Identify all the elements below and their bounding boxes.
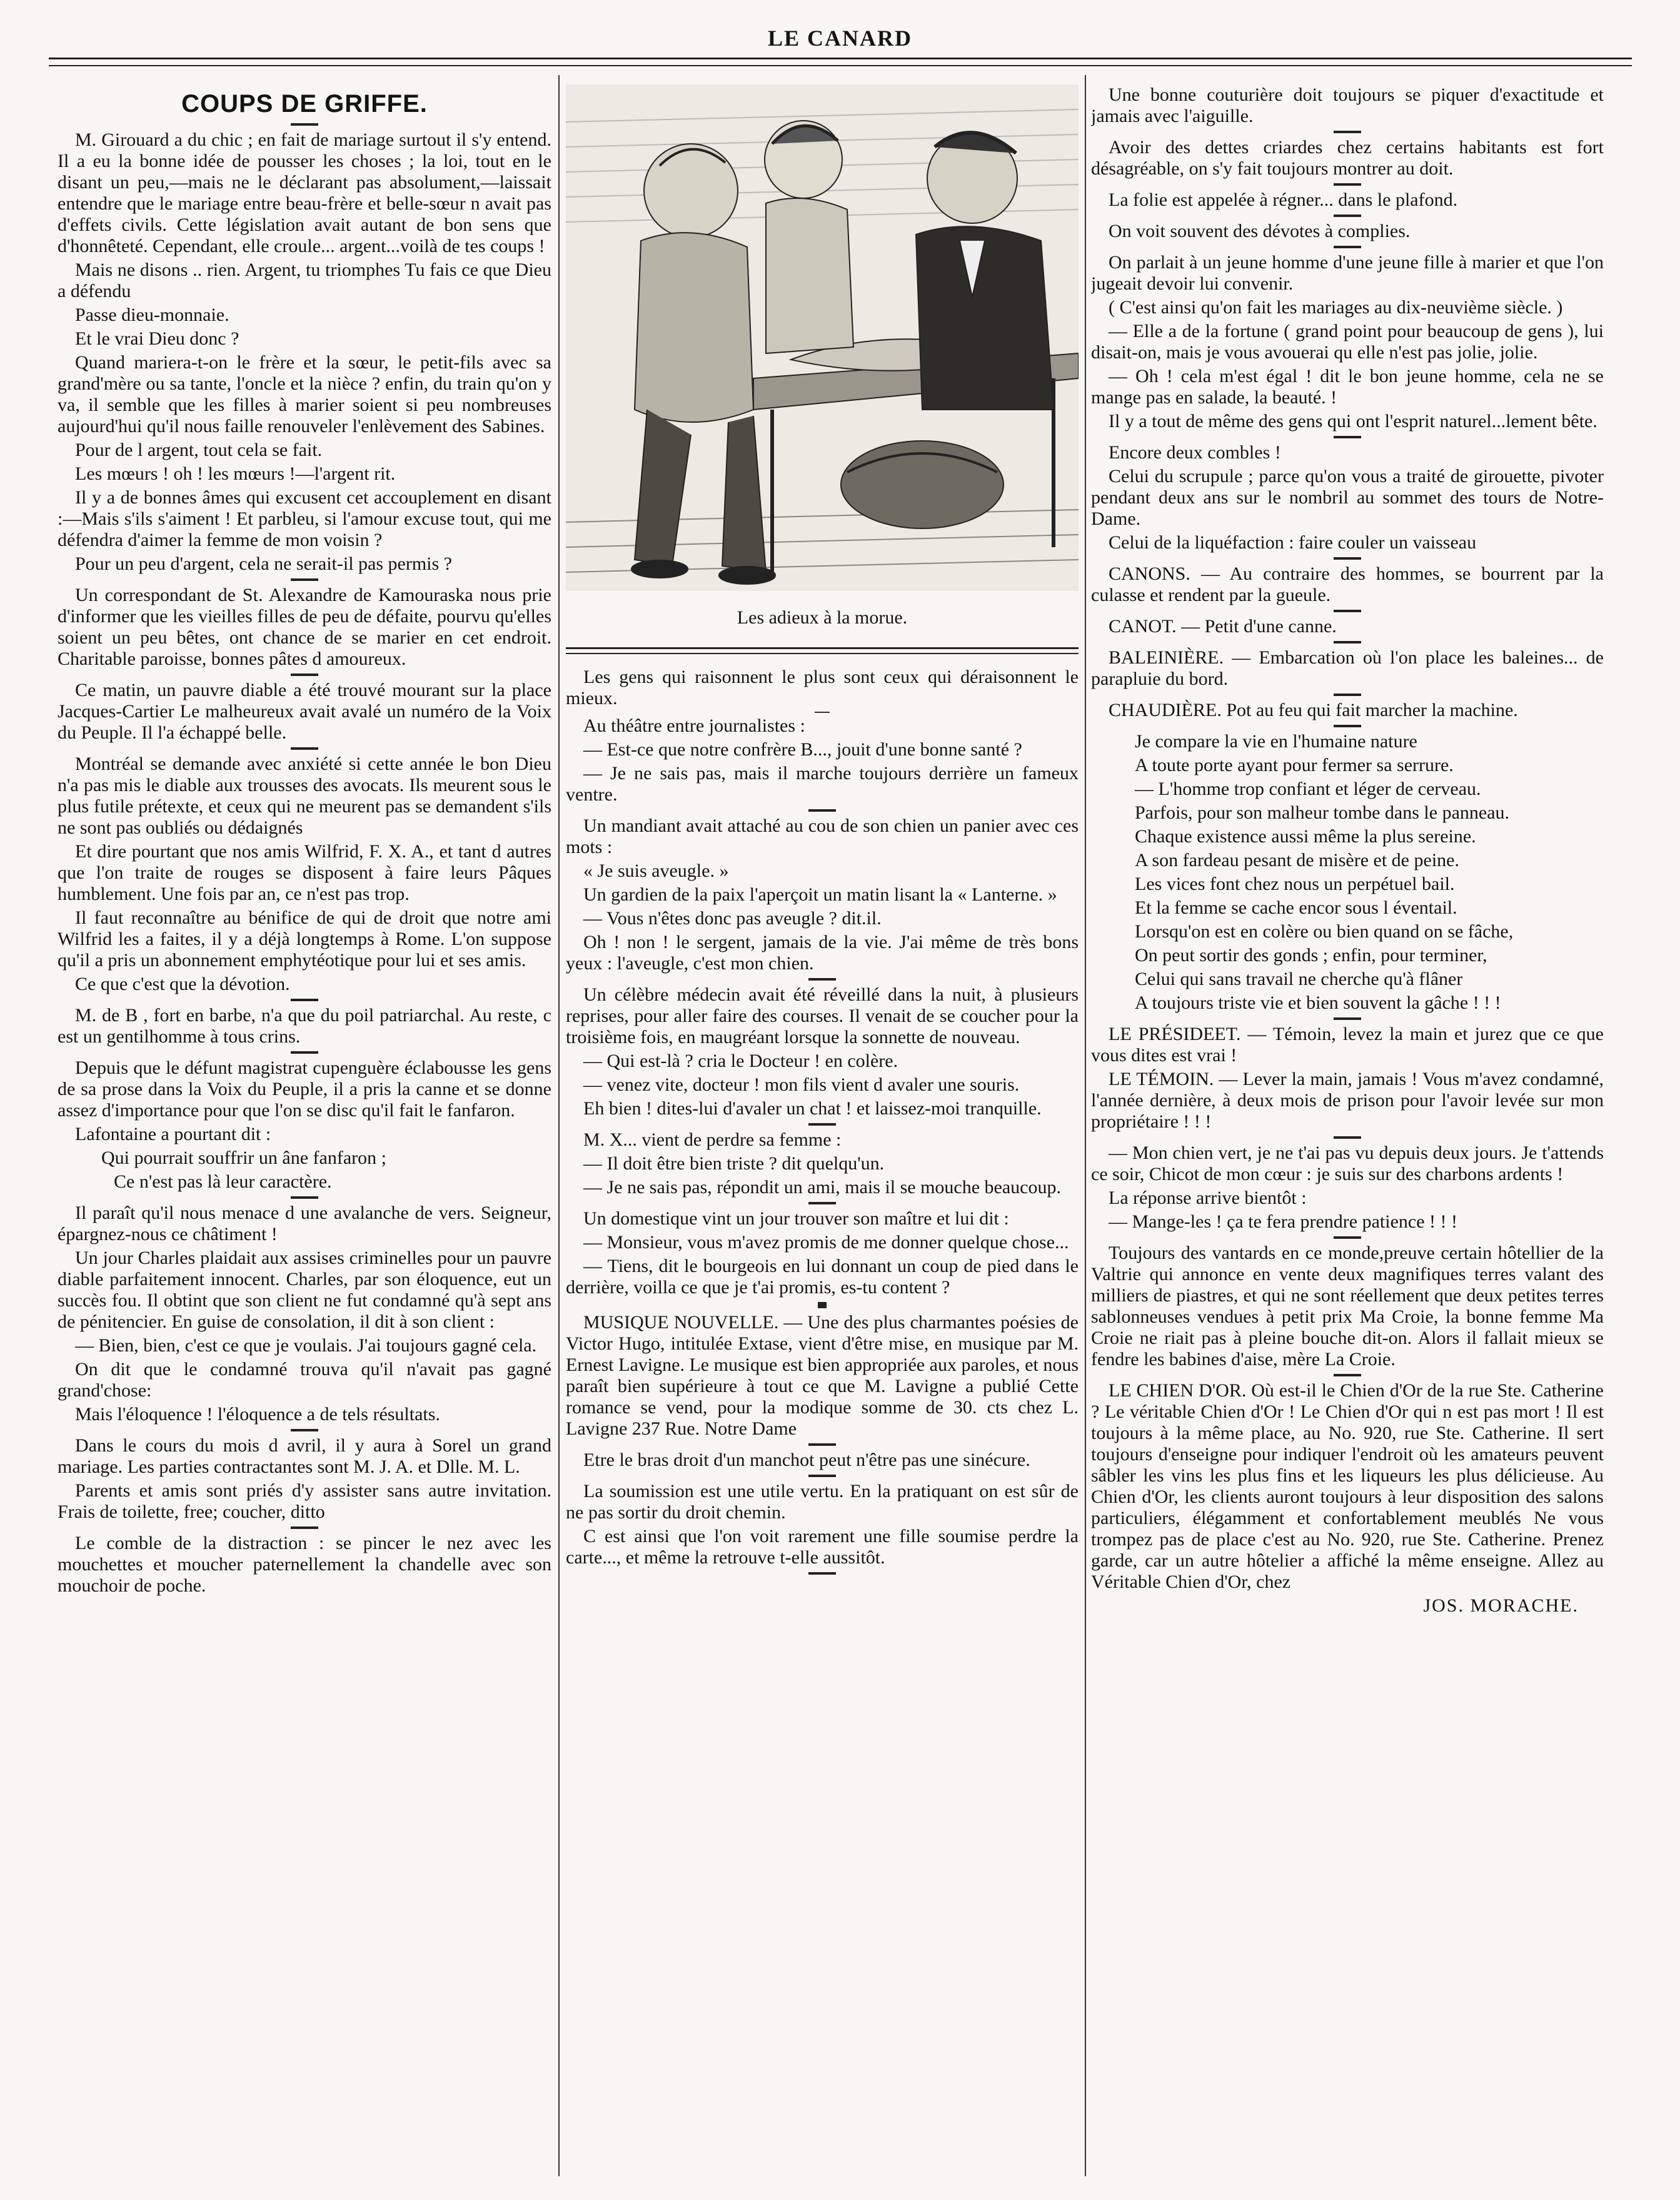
paragraph: Mais l'éloquence ! l'éloquence a de tels résultats. (75, 1404, 440, 1425)
paragraph: Il y a de bonnes âmes qui excusent cet accouplement en disant :—Mais s'ils s'aiment ! Et parbleu, si l'amour excuse tout, qui me défendra d'aimer la femme de mon voisin ? (58, 487, 551, 550)
verse-line: Lorsqu'on est en colère ou bien quand on se fâche, (1135, 921, 1514, 942)
paragraph: Celui de la liquéfaction : faire couler un vaisseau (1109, 532, 1477, 553)
paragraph: Ce que c'est que la dévotion. (75, 974, 290, 994)
paragraph: M. X... vient de perdre sa femme : (583, 1129, 842, 1150)
paragraph: On dit que le condamné trouva qu'il n'avait pas gagné grand'chose: (58, 1359, 551, 1401)
paragraph: Un jour Charles plaidait aux assises criminelles pour un pauvre diable parfaitement innocent. Charles, par son éloquence, eut un succès fou. Il obtint que son client ne fut condamné qu'à sept ans de pénitencier. En guise de consolation, il dit à son client : (58, 1248, 551, 1332)
separator (1334, 436, 1361, 438)
separator (291, 1051, 318, 1054)
paragraph: — Est-ce que notre confrère B..., jouit d'une bonne santé ? (583, 739, 1022, 760)
paragraph: MUSIQUE NOUVELLE. — Une des plus charmantes poésies de Victor Hugo, intitulée Extase, vient d'être mise, en musique par M. Ernest Lavigne. Le musique est bien appropriée aux paroles, et nous paraît bien supérieure à tout ce que M. Lavigne a publié Cette romance se vend, pour la modique somme de 30. cts chez L. Lavigne 237 Rue. Notre Dame (566, 1312, 1079, 1439)
separator (1334, 1017, 1361, 1020)
paragraph: Toujours des vantards en ce monde,preuve certain hôtellier de la Valtrie qui annonce en vente deux magnifiques terres valant des milliers de piastres, et qui ne sont réellement que deux petites terres sablonneuses vendues à petit prix Ma Croie, la bonne femme Ma Croie ne riait pas à pleine bouche dit-on. Alors il fallait mieux se fendre les babines d'aise, mère La Croie. (1091, 1243, 1604, 1370)
column-2 (566, 84, 1079, 2173)
separator (1334, 1236, 1361, 1239)
column-divider-2 (1085, 75, 1086, 2176)
paragraph: — venez vite, docteur ! mon fils vient d avaler une souris. (583, 1074, 1020, 1095)
paragraph: Montréal se demande avec anxiété si cette année le bon Dieu n'a pas mis le diable aux trousses des avocats. Ils meurent sous le plus futile prétexte, et ceux qui ne meurent pas se demandent s'ils ne sont pas oubliés ou dédaignés (58, 754, 551, 838)
paragraph: La soumission est une utile vertu. En la pratiquant on est sûr de ne pas sortir du droit chemin. (566, 1481, 1079, 1523)
verse-line: A toute porte ayant pour fermer sa serrure. (1135, 755, 1454, 775)
paragraph: M. Girouard a du chic ; en fait de mariage surtout il s'y entend. Il a eu la bonne idée de pousser les choses ; la loi, tout en le disant un peu,—mais ne le déclarant pas absolument,—laissait entendre que le mariage entre beau-frère et belle-sœur n avait pas d'effets civils. Cette législation avait autant de bon sens que d'honnêteté. Cependant, elle croule... argent...voilà de tes coups ! (58, 129, 551, 256)
paragraph: Un mandiant avait attaché au cou de son chien un panier avec ces mots : (566, 815, 1079, 857)
separator (1334, 725, 1361, 727)
paragraph: Un gardien de la paix l'aperçoit un matin lisant la « Lanterne. » (583, 884, 1057, 905)
separator (808, 978, 836, 981)
paragraph: Mais ne disons .. rien. Argent, tu triomphes Tu fais ce que Dieu a défendu (58, 260, 551, 301)
paragraph: — Mon chien vert, je ne t'ai pas vu depuis deux jours. Je t'attends ce soir, Chicot de mon cœur : je suis sur des charbons ardents ! (1091, 1143, 1604, 1184)
paragraph: On parlait à un jeune homme d'une jeune fille à marier et que l'on jugeait devoir lui convenir. (1091, 252, 1604, 294)
paragraph: La réponse arrive bientôt : (1109, 1188, 1307, 1208)
paragraph: Parents et amis sont priés d'y assister sans autre invitation. Frais de toilette, free; coucher, ditto (58, 1480, 551, 1522)
paragraph: Pour de l argent, tout cela se fait. (75, 440, 323, 460)
paragraph: ( C'est ainsi qu'on fait les mariages au dix-neuvième siècle. ) (1109, 297, 1563, 318)
paragraph: Depuis que le défunt magistrat cupenguère éclabousse les gens de sa prose dans la Voix du Peuple, il a pris la canne et se donne assez d'importance pour que l'on se disc qu'il fait le fanfaron. (58, 1057, 551, 1121)
separator (808, 1443, 836, 1446)
paragraph: — Il doit être bien triste ? dit quelqu'un. (583, 1153, 885, 1174)
paragraph: — Je ne sais pas, répondit un ami, mais il se mouche beaucoup. (583, 1177, 1061, 1198)
separator (1334, 694, 1361, 696)
paragraph: — Mange-les ! ça te fera prendre patience ! ! ! (1109, 1211, 1458, 1232)
verse-line: Ce n'est pas là leur caractère. (114, 1171, 332, 1192)
verse-line: Qui pourrait souffrir un âne fanfaron ; (101, 1148, 386, 1168)
separator (291, 747, 318, 750)
separator (808, 1123, 836, 1126)
paragraph: — Bien, bien, c'est ce que je voulais. J'ai toujours gagné cela. (75, 1335, 537, 1356)
column-3 (1091, 84, 1604, 2173)
paragraph: Un correspondant de St. Alexandre de Kamouraska nous prie d'informer que les vieilles filles de peu de défaite, pourvu qu'elles soient un peu bêtes, ont chance de se marier en cet endroit. Charitable paroisse, bonnes pâtes d amoureux. (58, 585, 551, 669)
paragraph: Passe dieu-monnaie. (75, 305, 229, 325)
paragraph: LE CHIEN D'OR. Où est-il le Chien d'Or de la rue Ste. Catherine ? Le véritable Chien d'Or ! Le Chien d'Or qui n est pas mort ! Il est toujours à la même place, au No. 920, rue Ste. Catherine. Il sert toujours d'enseigne pour indiquer l'endroit où les amateurs peuvent sâbler les vins les plus fins et les liqueurs les plus délicieuse. Au Chien d'Or, les clients auront toujours à leur disposition des salons particuliers, élégamment et confortablement meublés Ne vous trompez pas de place c'est au No. 920, rue Ste. Catherine. Prenez garde, car un autre hôtelier a affiché la même enseigne. Allez au Véritable Chien d'Or, chez (1091, 1380, 1604, 1592)
separator (1334, 131, 1361, 133)
paragraph: Il faut reconnaître au bénifice de qui de droit que notre ami Wilfrid les a faites, il y a déjà longtemps à Rome. L'on suppose qu'il a pris un abonnement emphytéotique pour lui et ses amis. (58, 907, 551, 971)
paragraph: — Tiens, dit le bourgeois en lui donnant un coup de pied dans le derrière, voilla ce que je t'ai promis, es-tu content ? (566, 1256, 1079, 1298)
separator (291, 1429, 318, 1431)
engraving-illustration (566, 84, 1079, 591)
paragraph: CANOT. — Petit d'une canne. (1109, 616, 1337, 637)
paragraph: Quand mariera-t-on le frère et la sœur, le petit-fils avec sa grand'mère ou sa tante, l'oncle et la nièce ? enfin, du train qu'on y va, il semble que les filles à marier soient si peu nombreuses aujourd'hui qu'il nous faille renouveler l'enlèvement des Sabines. (58, 352, 551, 436)
separator (818, 1302, 827, 1308)
paragraph: CHAUDIÈRE. Pot au feu qui fait marcher la machine. (1109, 700, 1518, 720)
separator (1334, 246, 1361, 248)
signature: JOS. MORACHE. (1423, 1595, 1579, 1616)
separator (1334, 214, 1361, 217)
verse-line: Parfois, pour son malheur tombe dans le panneau. (1135, 802, 1510, 823)
paragraph: — Vous n'êtes donc pas aveugle ? dit.il. (583, 908, 882, 929)
paragraph: Il y a tout de même des gens qui ont l'esprit naturel...lement bête. (1109, 411, 1597, 431)
paragraph: — Je ne sais pas, mais il marche toujours derrière un fameux ventre. (566, 763, 1079, 805)
separator (1334, 557, 1361, 560)
verse-line: Celui qui sans travail ne cherche qu'à flâner (1135, 969, 1463, 989)
paragraph: BALEINIÈRE. — Embarcation où l'on place les baleines... de parapluie du bord. (1091, 647, 1604, 689)
section-title: COUPS DE GRIFFE. (181, 90, 428, 118)
verse-line: Et la femme se cache encor sous l éventail. (1135, 897, 1457, 918)
paragraph: « Je suis aveugle. » (583, 860, 729, 881)
masthead: LE CANARD (767, 26, 912, 51)
paragraph: Eh bien ! dites-lui d'avaler un chat ! et laissez-moi tranquille. (583, 1098, 1042, 1119)
separator (808, 809, 836, 812)
separator (1334, 183, 1361, 186)
paragraph: Etre le bras droit d'un manchot peut n'être pas une sinécure. (583, 1450, 1030, 1470)
separator (291, 1196, 318, 1199)
paragraph: M. de B , fort en barbe, n'a que du poil patriarchal. Au reste, c est un gentilhomme à tous crins. (58, 1005, 551, 1047)
paragraph: LE PRÉSIDEET. — Témoin, levez la main et jurez que ce que vous dites est vrai ! (1091, 1024, 1604, 1066)
paragraph: C est ainsi que l'on voit rarement une fille soumise perdre la carte..., et même la retrouve t-elle aussitôt. (566, 1526, 1079, 1568)
separator (291, 123, 318, 126)
paragraph: Un célèbre médecin avait été réveillé dans la nuit, à plusieurs reprises, pour aller faire des courses. Il venait de se coucher pour la troisième fois, en maugréant lorsque la sonnette de nouveau. (566, 984, 1079, 1047)
verse-line: Les vices font chez nous un perpétuel bail. (1135, 874, 1455, 894)
verse-line: — L'homme trop confiant et léger de cerveau. (1135, 779, 1481, 799)
paragraph: — Qui est-là ? cria le Docteur ! en colère. (583, 1051, 898, 1071)
verse-line: A son fardeau pesant de misère et de peine. (1135, 850, 1459, 870)
illustration-caption: Les adieux à la morue. (737, 607, 908, 628)
verse-line: Chaque existence aussi même la plus sereine. (1135, 826, 1476, 847)
paragraph: Les gens qui raisonnent le plus sont ceux qui déraisonnent le mieux. (566, 667, 1079, 709)
paragraph: Un domestique vint un jour trouver son maître et lui dit : (583, 1208, 1009, 1229)
paragraph: Ce matin, un pauvre diable a été trouvé mourant sur la place Jacques-Cartier Le malheureux avait avalé un numéro de la Voix du Peuple. Il l'a échappé belle. (58, 680, 551, 743)
separator (1334, 1136, 1361, 1139)
paragraph: Il paraît qu'il nous menace d une avalanche de vers. Seigneur, épargnez-nous ce châtiment ! (58, 1203, 551, 1244)
separator (808, 1202, 836, 1204)
paragraph: Pour un peu d'argent, cela ne serait-il pas permis ? (75, 553, 452, 574)
paragraph: Dans le cours du mois d avril, il y aura à Sorel un grand mariage. Les parties contractantes sont M. J. A. et Dlle. M. L. (58, 1435, 551, 1477)
verse-line: On peut sortir des gonds ; enfin, pour terminer, (1135, 945, 1487, 966)
separator (815, 712, 830, 713)
separator (1334, 641, 1361, 643)
paragraph: Celui du scrupule ; parce qu'on vous a traité de girouette, pivoter pendant deux ans sur le nombril au sommet des tours de Notre-Dame. (1091, 466, 1604, 529)
paragraph: Avoir des dettes criardes chez certains habitants est fort désagréable, on s'y fait toujours montrer au doit. (1091, 137, 1604, 179)
top-rule-2 (49, 65, 1632, 66)
paragraph: Au théâtre entre journalistes : (583, 715, 805, 736)
separator (808, 1475, 836, 1477)
verse-line: Je compare la vie en l'humaine nature (1135, 731, 1417, 752)
separator (291, 578, 318, 581)
paragraph: Encore deux combles ! (1109, 442, 1281, 463)
column-1 (58, 84, 551, 2173)
three-men-illustration (566, 84, 1079, 591)
paragraph: On voit souvent des dévotes à complies. (1109, 221, 1411, 241)
paragraph: CANONS. — Au contraire des hommes, se bourrent par la culasse et rendent par la gueule. (1091, 563, 1604, 605)
paragraph: — Monsieur, vous m'avez promis de me donner quelque chose... (583, 1232, 1069, 1253)
separator (291, 1526, 318, 1529)
separator (1334, 1374, 1361, 1376)
column-divider-1 (558, 75, 560, 2176)
separator (291, 674, 318, 676)
paragraph: Et dire pourtant que nos amis Wilfrid, F. X. A., et tant d autres que l'on traite de rouges se disposent à faire leurs Pâques humblement. Une fois par an, ce n'est pas trop. (58, 841, 551, 904)
separator (1334, 610, 1361, 612)
paragraph: Une bonne couturière doit toujours se piquer d'exactitude et jamais avec l'aiguille. (1091, 84, 1604, 126)
double-rule (566, 647, 1079, 654)
separator (291, 999, 318, 1001)
paragraph: Et le vrai Dieu donc ? (75, 328, 239, 349)
paragraph: Le comble de la distraction : se pincer le nez avec les mouchettes et moucher paternellement la chandelle avec son mouchoir de poche. (58, 1533, 551, 1596)
paragraph: Lafontaine a pourtant dit : (75, 1124, 271, 1144)
paragraph: Les mœurs ! oh ! les mœurs !—l'argent rit. (75, 463, 396, 484)
paragraph: — Oh ! cela m'est égal ! dit le bon jeune homme, cela ne se mange pas en salade, la beauté. ! (1091, 366, 1604, 408)
paragraph: LE TÉMOIN. — Lever la main, jamais ! Vous m'avez condamné, l'année dernière, à deux mois de prison pour l'avoir levée sur mon propriétaire ! ! ! (1091, 1069, 1604, 1132)
paragraph: Oh ! non ! le sergent, jamais de la vie. J'ai même de très bons yeux : l'aveugle, c'est mon chien. (566, 932, 1079, 974)
top-rule (49, 58, 1632, 59)
verse-line: A toujours triste vie et bien souvent la gâche ! ! ! (1135, 992, 1501, 1013)
paragraph: La folie est appelée à régner... dans le plafond. (1109, 189, 1458, 210)
separator (808, 1572, 836, 1575)
paragraph: — Elle a de la fortune ( grand point pour beaucoup de gens ), lui disait-on, mais je vous avouerai qu elle n'est pas jolie, jolie. (1091, 321, 1604, 363)
